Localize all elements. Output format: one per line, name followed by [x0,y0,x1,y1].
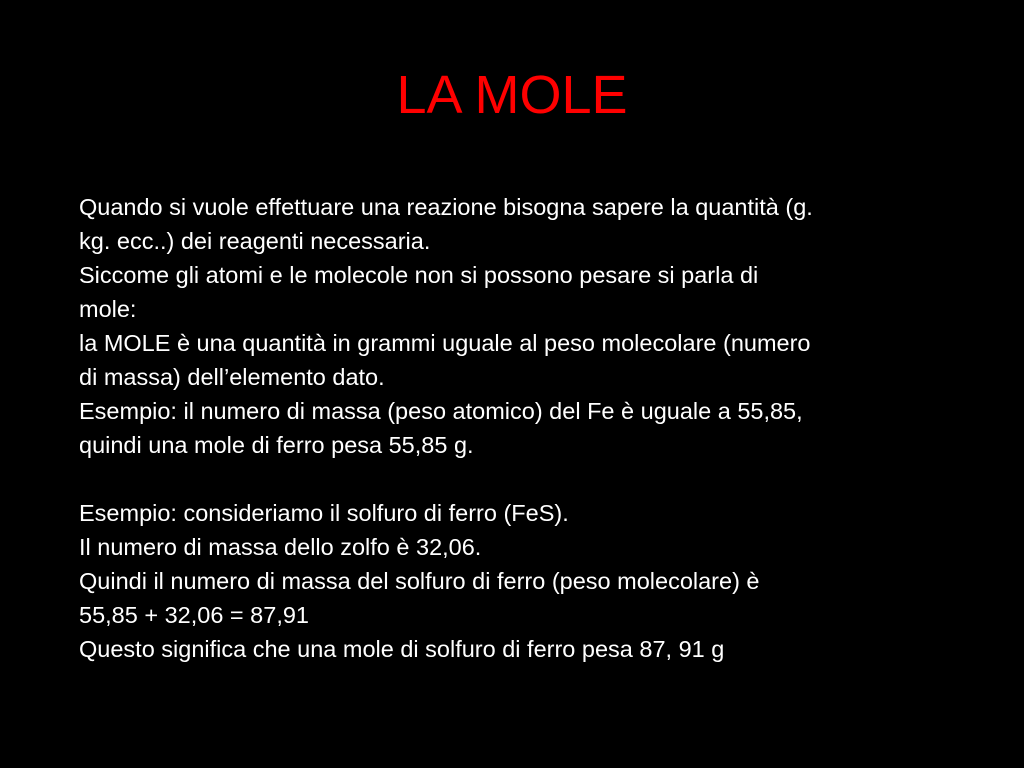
body-line: mole: [79,296,137,322]
body-line: Il numero di massa dello zolfo è 32,06. [79,534,482,560]
body-line: la MOLE è una quantità in grammi uguale al peso molecolare (numero [79,330,811,356]
body-line: di massa) dell’elemento dato. [79,364,385,390]
body-line: Esempio: consideriamo il solfuro di ferro (FeS). [79,500,569,526]
body-line: Esempio: il numero di massa (peso atomico) del Fe è uguale a 55,85, [79,398,803,424]
body-line: Siccome gli atomi e le molecole non si possono pesare si parla di [79,262,759,288]
body-line: kg. ecc..) dei reagenti necessaria. [79,228,431,254]
body-line: Quindi il numero di massa del solfuro di ferro (peso molecolare) è [79,568,760,594]
body-line: Questo significa che una mole di solfuro di ferro pesa 87, 91 g [79,636,725,662]
body-line: Quando si vuole effettuare una reazione bisogna sapere la quantità (g. [79,194,813,220]
body-line: 55,85 + 32,06 = 87,91 [79,602,309,628]
slide-body [79,190,979,666]
slide-title: LA MOLE [396,65,628,125]
paragraph-spacer [79,462,979,496]
body-line: quindi una mole di ferro pesa 55,85 g. [79,432,474,458]
